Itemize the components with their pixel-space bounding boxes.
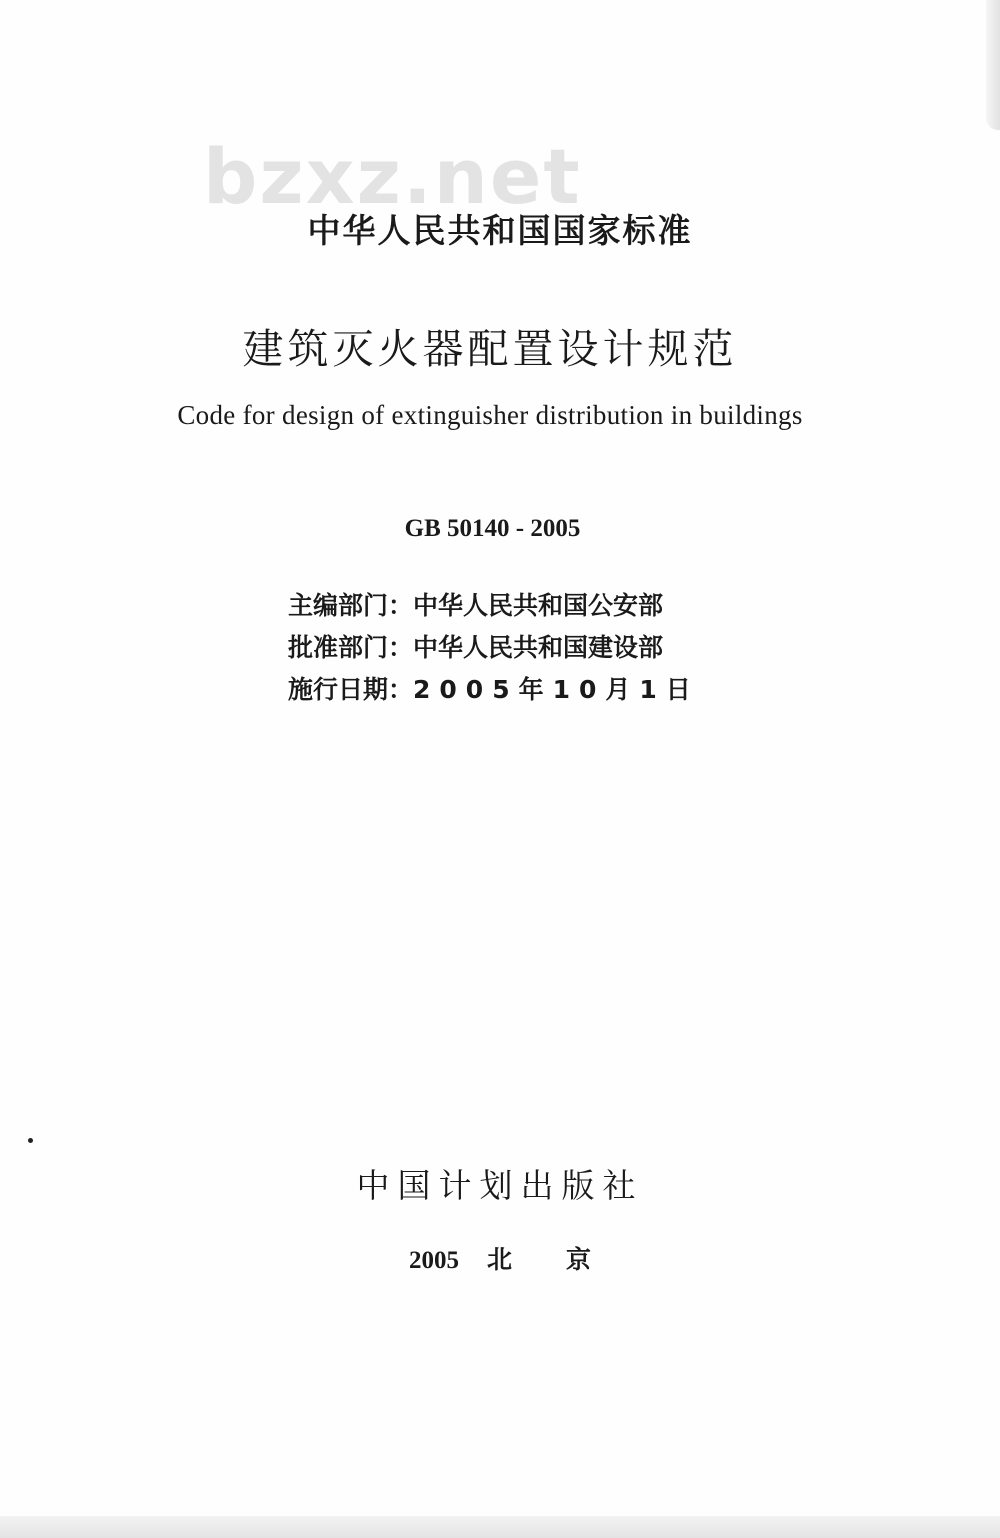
standard-code: GB 50140 - 2005 [404, 515, 581, 542]
stray-dot [28, 1138, 33, 1143]
document-title-english: Code for design of extinguisher distribution in buildings [177, 400, 803, 430]
meta-approver-label: 批准部门： [288, 633, 414, 662]
meta-approver-row [288, 627, 700, 669]
metadata-block [288, 585, 700, 711]
meta-editor-label: 主编部门： [288, 591, 414, 620]
publisher-name: 中国计划出版社 [356, 1166, 644, 1205]
meta-effective-label: 施行日期： [288, 675, 414, 704]
page-edge-right [986, 0, 1000, 130]
meta-effective-row [288, 669, 700, 711]
meta-approver-value: 中华人民共和国建设部 [413, 633, 664, 662]
meta-effective-value: 2005年10月1日 [413, 675, 700, 704]
meta-editor-row [288, 585, 700, 627]
imprint-line [0, 1240, 1000, 1276]
imprint-year: 2005 [408, 1247, 459, 1274]
watermark: bzxz.net [203, 132, 582, 221]
meta-editor-value: 中华人民共和国公安部 [413, 591, 664, 620]
imprint-city: 北京 [486, 1245, 645, 1274]
page-edge-bottom [0, 1516, 1000, 1538]
document-title-chinese: 建筑灭火器配置设计规范 [242, 325, 738, 373]
national-standard-heading: 中华人民共和国国家标准 [307, 211, 693, 250]
